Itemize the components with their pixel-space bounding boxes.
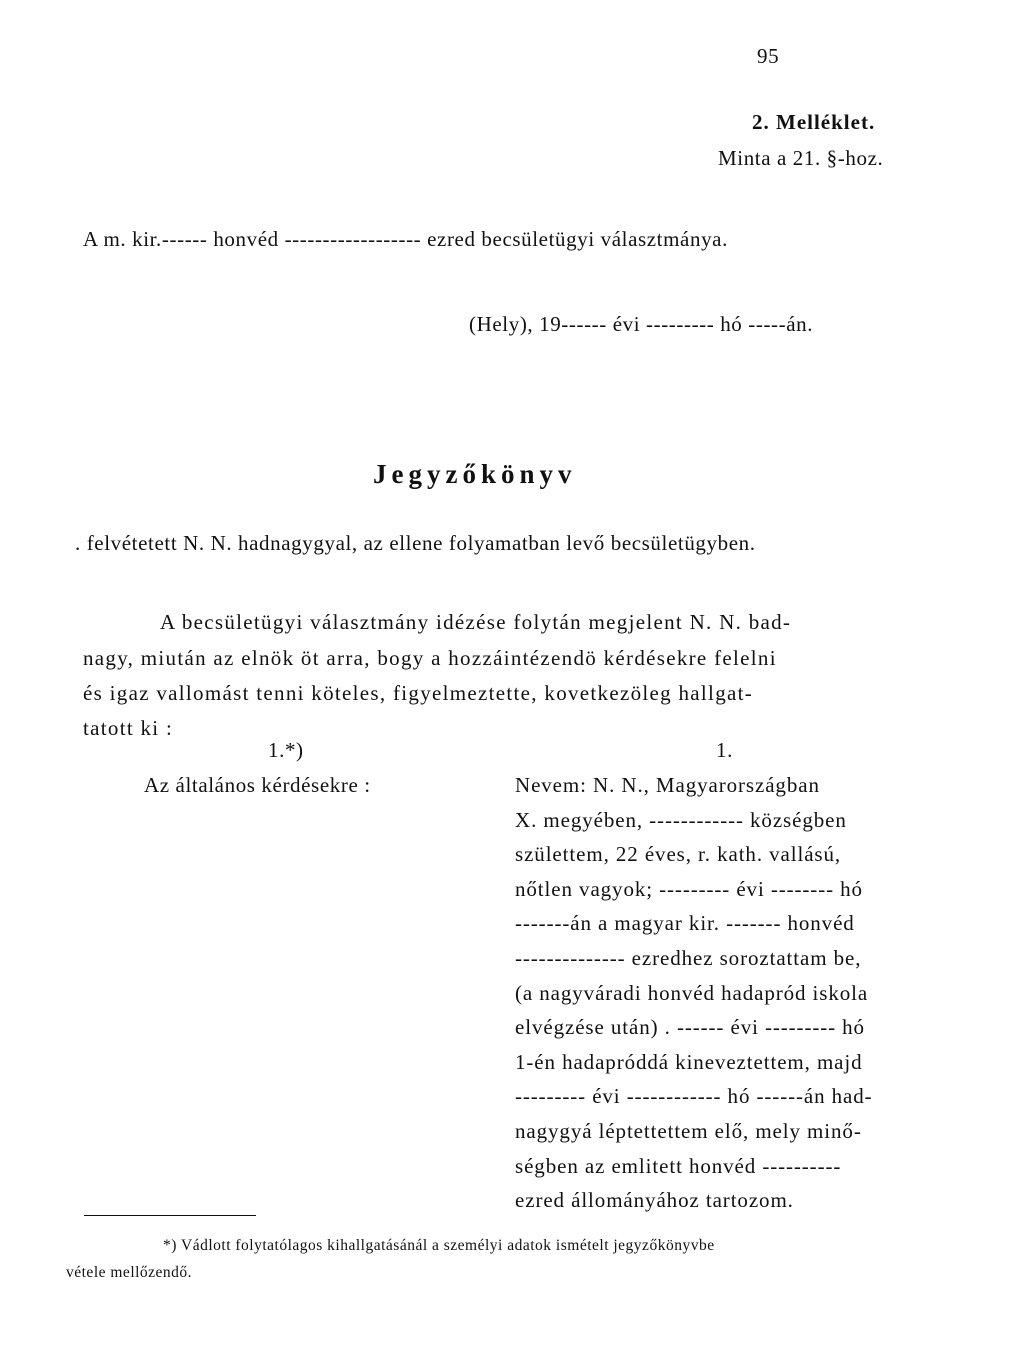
answer-line: -------án a magyar kir. ------- honvéd xyxy=(515,911,855,936)
answer-line: --------- évi ------------ hó ------án had- xyxy=(515,1084,873,1109)
footnote-rule xyxy=(84,1215,256,1216)
question-text: Az általános kérdésekre : xyxy=(144,773,371,797)
paragraph-line: és igaz vallomást tenni köteles, figyelmeztette, kovetkezöleg hallgat- xyxy=(83,681,754,705)
place-date-line: (Hely), 19------ évi --------- hó -----án. xyxy=(469,312,814,336)
answer-line: ségben az emlitett honvéd ---------- xyxy=(515,1153,842,1178)
annex-label: 2. Melléklet. xyxy=(752,110,876,134)
answer-line: -------------- ezredhez soroztattam be, xyxy=(515,946,862,970)
paragraph-line: tatott ki : xyxy=(83,716,174,740)
answer-line: nőtlen vagyok; --------- évi -------- hó xyxy=(515,876,863,901)
answer-line: (a nagyváradi honvéd hadapród iskola xyxy=(515,980,869,1005)
answer-number: 1. xyxy=(716,738,733,762)
question-number: 1.*) xyxy=(268,738,304,762)
paragraph-line: nagy, miután az elnök öt arra, bogy a hozzáintézendö kérdésekre felelni xyxy=(83,646,777,670)
footnote-line: *) Vádlott folytatólagos kihallgatásánál a személyi adatok ismételt jegyzőkönyvbe xyxy=(163,1237,715,1254)
answer-line: X. megyében, ------------ községben xyxy=(515,807,847,832)
answer-line: ezred állományához tartozom. xyxy=(515,1188,794,1213)
answer-line: elvégzése után) . ------ évi --------- hó xyxy=(515,1015,865,1040)
answer-line: 1-én hadapróddá kineveztettem, majd xyxy=(515,1049,863,1074)
answer-line: nagygyá léptettettem elő, mely minő- xyxy=(515,1119,862,1143)
header-line: A m. kir.------ honvéd ------------------ ezred becsületügyi választmánya. xyxy=(83,227,728,251)
answer-line: születtem, 22 éves, r. kath. vallású, xyxy=(515,842,842,867)
page-number: 95 xyxy=(757,44,780,68)
document-title: Jegyzőkönyv xyxy=(373,459,577,489)
answer-line: Nevem: N. N., Magyarországban xyxy=(515,773,820,797)
intro-line: . felvétetett N. N. hadnagygyal, az ellene folyamatban levő becsületügyben. xyxy=(75,531,756,555)
paragraph-line: A becsületügyi választmány idézése folytán megjelent N. N. bad- xyxy=(160,610,792,634)
sample-label: Minta a 21. §-hoz. xyxy=(718,146,884,170)
footnote-line: vétele mellőzendő. xyxy=(66,1264,193,1281)
